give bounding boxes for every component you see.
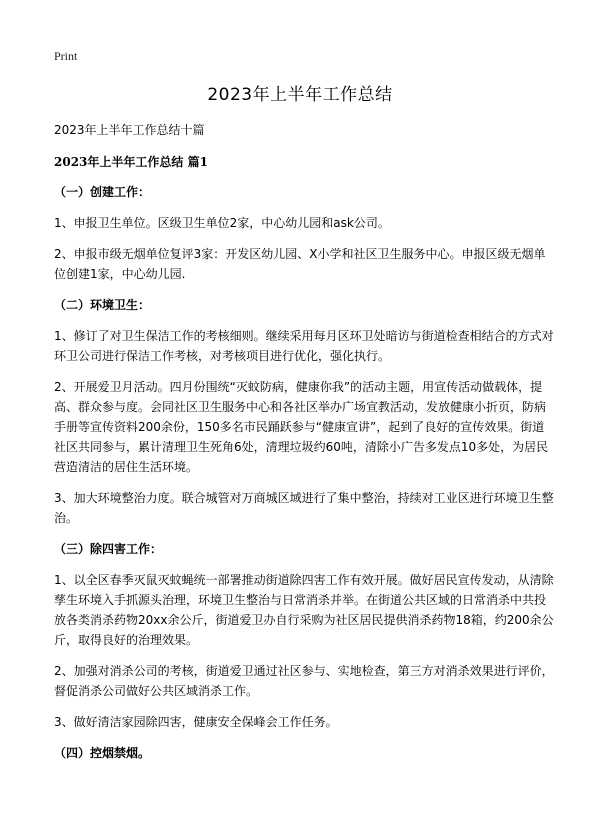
article-heading: 2023年上半年工作总结 篇1	[54, 155, 208, 169]
section-heading-tobacco-control: （四）控烟禁烟。	[54, 746, 151, 760]
paragraph: 1、申报卫生单位。区级卫生单位2家，中心幼儿园和ask公司。	[54, 216, 390, 230]
paragraph: 2、申报市级无烟单位复评3家：开发区幼儿园、X小学和社区卫生服务中心。申报区级无烟单位创建1家，中心幼儿园.	[54, 247, 546, 281]
document-subtitle: 2023年上半年工作总结十篇	[54, 123, 205, 137]
section-heading-environment: （二）环境卫生：	[54, 298, 151, 312]
paragraph: 1、修订了对卫生保洁工作的考核细则。继续采用每月区环卫处暗访与街道检查相结合的方式对环卫公司进行保洁工作考核，对考核项目进行优化，强化执行。	[54, 329, 554, 363]
paragraph: 1、以全区春季灭鼠灭蚊蝇统一部署推动街道除四害工作有效开展。做好居民宣传发动，从清除孳生环境入手抓源头治理，环境卫生整治与日常消杀并举。在街道公共区域的日常消杀中共投放各类消杀药物20xx余公斤，街道爱卫办自行采购为社区居民提供消杀药物18箱，约200余公斤，取得良好的治理效果。	[54, 573, 554, 647]
paragraph: 2、开展爱卫月活动。四月份围统“灭蚊防病，健康你我”的活动主题，用宣传活动做载体，提高、群众参与度。会同社区卫生服务中心和各社区举办广场宣教活动，发放健康小折页，防病手册等宣传资料200余份，150多名市民踊跃参与“健康宣讲”，起到了良好的宣传效果。街道社区共同参与，累计清理卫生死角6处，清理垃圾约60吨，清除小广告多发点10多处，为居民营造清洁的居住生活环境。	[54, 380, 549, 474]
print-link[interactable]: Print	[54, 49, 78, 63]
paragraph: 3、做好清洁家园除四害，健康安全保峰会工作任务。	[54, 715, 338, 729]
section-heading-creation: （一）创建工作：	[54, 185, 151, 199]
paragraph: 3、加大环境整治力度。联合城管对万商城区域进行了集中整治，持续对工业区进行环境卫生整治。	[54, 491, 554, 525]
document-body	[54, 120, 554, 774]
paragraph: 2、加强对消杀公司的考核，街道爱卫通过社区参与、实地检查，第三方对消杀效果进行评价，督促消杀公司做好公共区域消杀工作。	[54, 664, 554, 698]
section-heading-pest-control: （三）除四害工作：	[54, 542, 163, 556]
page-title: 2023年上半年工作总结	[207, 85, 393, 105]
